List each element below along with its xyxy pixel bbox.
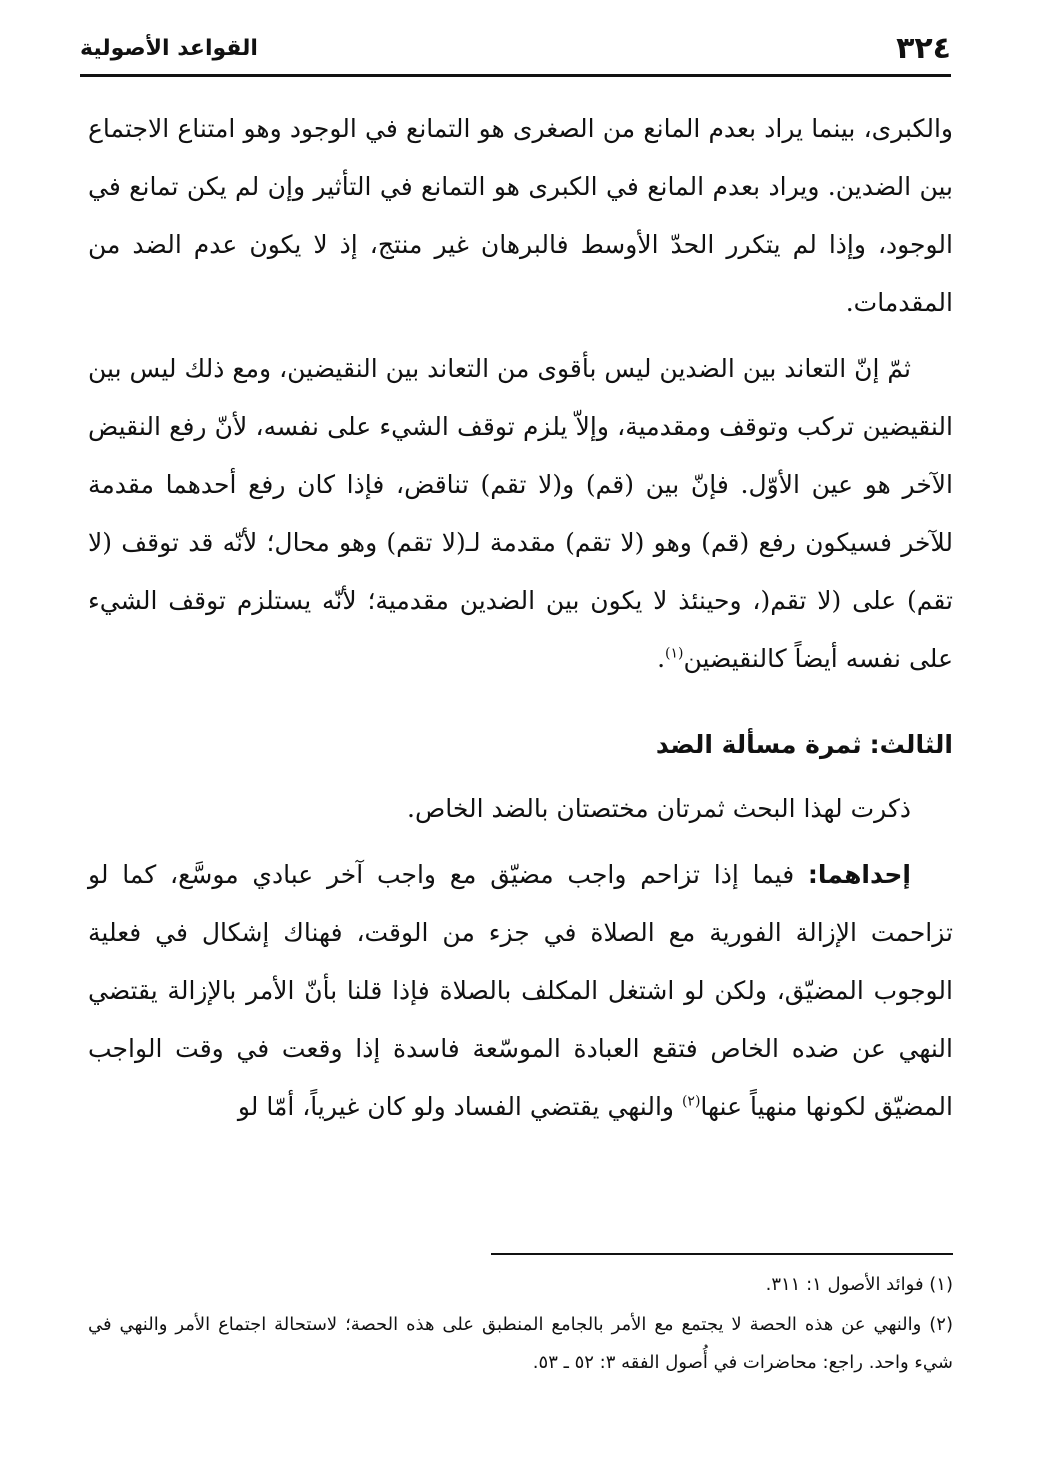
footnote-2: (٢) والنهي عن هذه الحصة لا يجتمع مع الأمر بالجامع المنطبق على هذه الحصة؛ لاستحالة اجتماع الأمر والنهي في شيء واحد. راجع: محاضرات في أُصول الفقه ٣: ٥٢ ـ ٥٣. [88, 1314, 953, 1373]
paragraph-3-text: ذكرت لهذا البحث ثمرتان مختصتان بالضد الخاص. [407, 794, 911, 823]
paragraph-4-lead: إحداهما: [807, 860, 911, 889]
paragraph-2-text: ثمّ إنّ التعاند بين الضدين ليس بأقوى من التعاند بين النقيضين، ومع ذلك ليس بين النقيضين تركب وتوقف ومقدمية، وإلاّ يلزم توقف الشيء على نفسه، لأنّ رفع النقيض الآخر هو عين الأوّل. فإنّ بين (قم) و(لا تقم) تناقض، فإذا كان رفع أحدهما مقدمة للآخر فسيكون رفع (قم) وهو (لا تقم) مقدمة لـ(لا تقم) وهو محال؛ لأنّه قد توقف (لا تقم) على (لا تقم(، وحينئذ لا يكون بين الضدين مقدمية؛ لأنّه يستلزم توقف الشيء على نفسه أيضاً كالنقيضين [88, 354, 953, 673]
paragraph-4-text: فيما إذا تزاحم واجب مضيّق مع واجب آخر عبادي موسَّع، كما لو تزاحمت الإزالة الفورية مع الصلاة في جزء من الوقت، فهناك إشكال في فعلية الوجوب المضيّق، ولكن لو اشتغل المكلف بالصلاة فإذا قلنا بأنّ الأمر بالإزالة يقتضي النهي عن ضده الخاص فتقع العبادة الموسّعة فاسدة إذا وقعت في وقت الواجب المضيّق لكونها منهياً عنها [88, 860, 953, 1121]
paragraph-4-tail: والنهي يقتضي الفساد ولو كان غيرياً، أمّا لو [237, 1092, 674, 1121]
paragraph-2 [88, 340, 953, 688]
paragraph-4 [88, 846, 953, 1136]
footnote-separator [491, 1253, 953, 1255]
main-text [88, 100, 953, 1136]
page-number: ٣٢٤ [896, 30, 951, 66]
section-heading-number: الثالث: [869, 730, 953, 759]
section-heading [88, 716, 953, 774]
section-heading-title: ثمرة مسألة الضد [655, 730, 862, 759]
footnote-ref-2: (٢) [681, 1093, 701, 1110]
paragraph-1 [88, 100, 953, 332]
paragraph-2-tail: . [657, 644, 666, 673]
running-header [80, 22, 951, 77]
footnotes [88, 1266, 953, 1382]
footnote-1: (١) فوائد الأصول ١: ٣١١. [765, 1274, 953, 1295]
footnote-ref-1: (١) [665, 645, 684, 662]
paragraph-1-text: والكبرى، بينما يراد بعدم المانع من الصغرى هو التمانع في الوجود وهو امتناع الاجتماع بين الضدين. ويراد بعدم المانع في الكبرى هو التمانع في التأثير وإن لم يكن تمانع في الوجود، وإذا لم يتكرر الحدّ الأوسط فالبرهان غير منتج، إذ لا يكون عدم الضد من المقدمات. [88, 114, 953, 317]
running-title: القواعد الأصولية [80, 35, 258, 61]
paragraph-3 [88, 780, 953, 838]
